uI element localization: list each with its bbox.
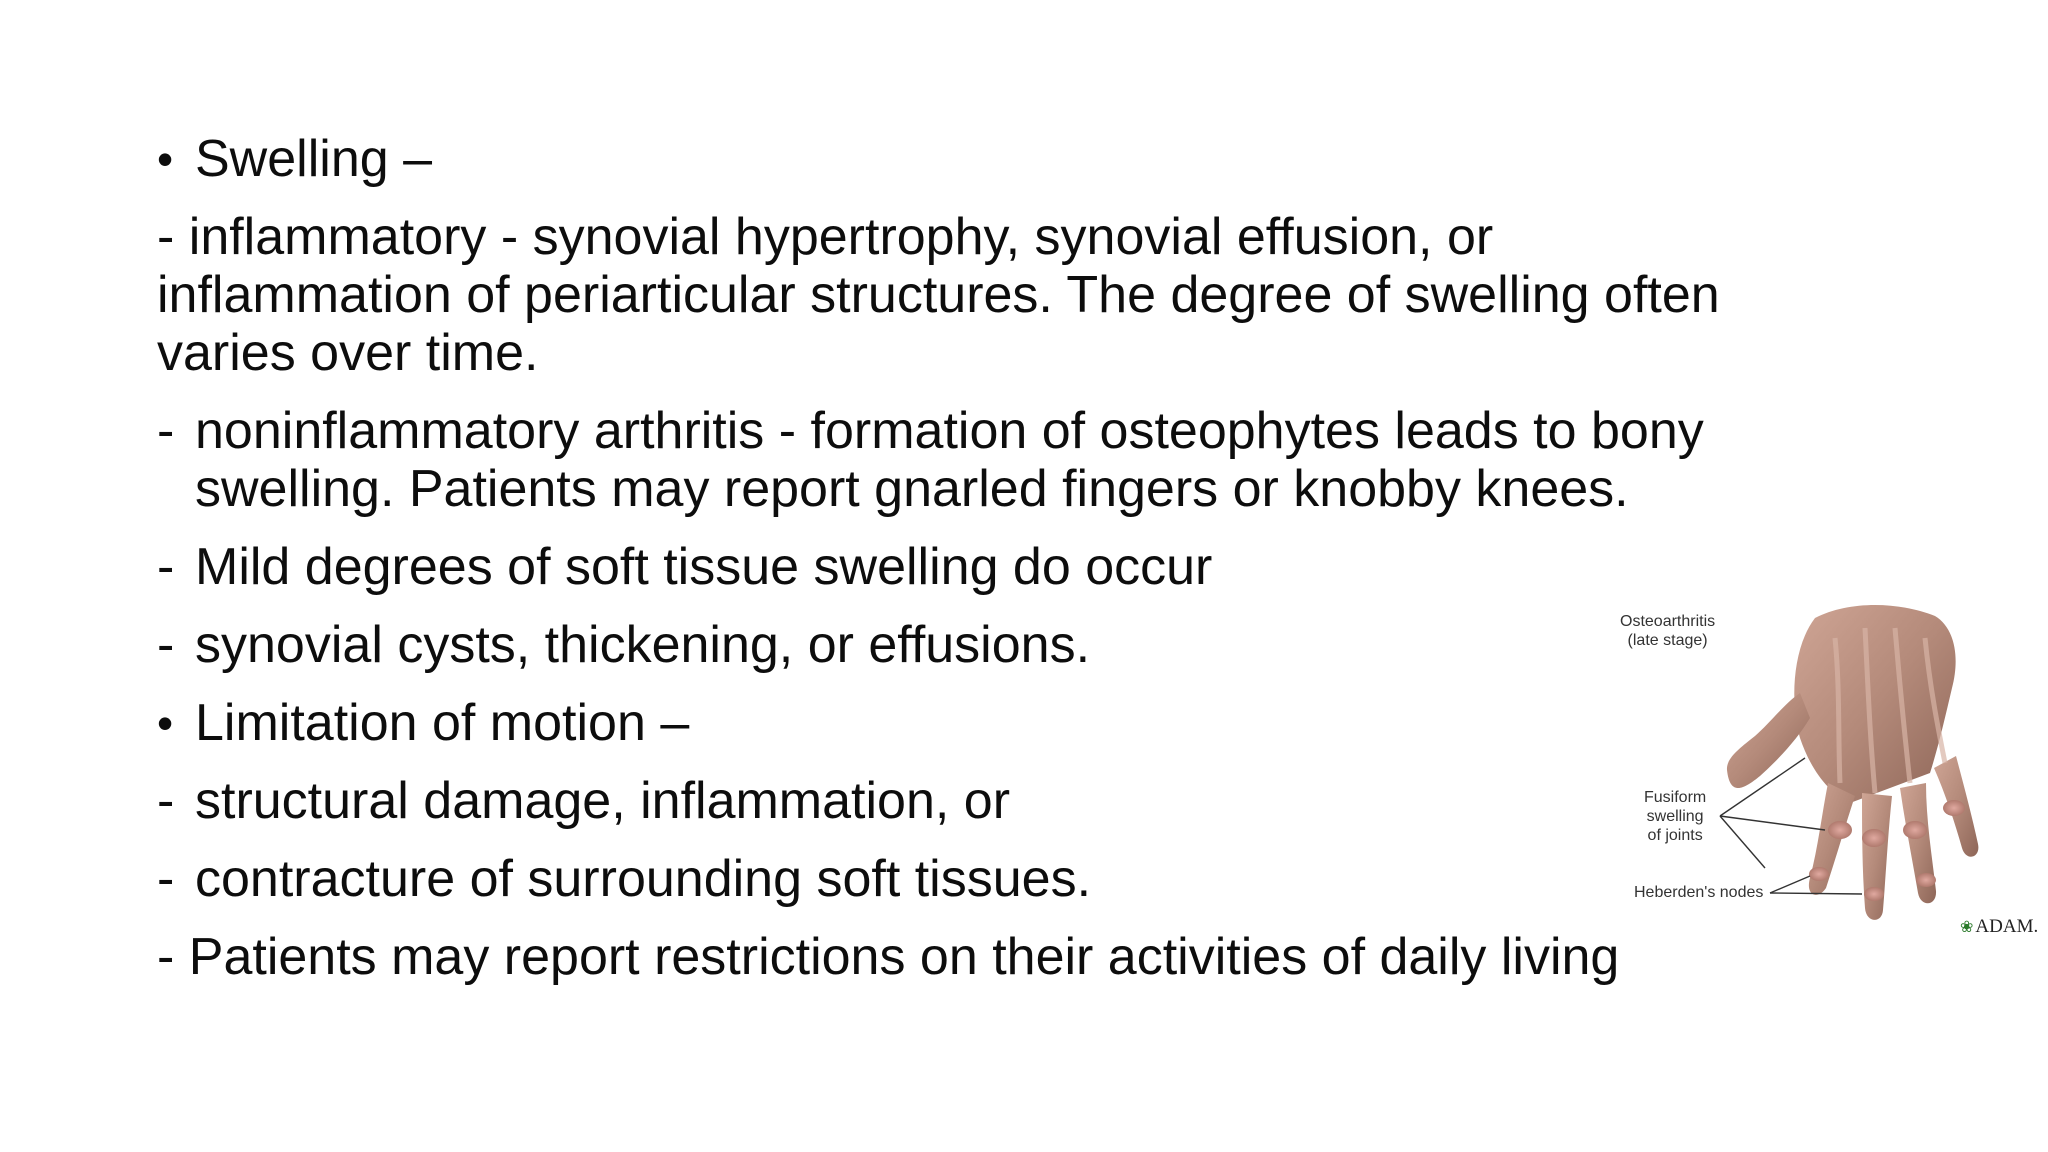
- joint-swelling: [1828, 821, 1852, 839]
- paragraph-inflammatory: [157, 208, 1857, 382]
- figure-title-line: Osteoarthritis: [1620, 613, 1716, 630]
- paragraph-line: - inflammatory - synovial hypertrophy, synovial effusion, or: [157, 208, 1494, 266]
- dash-text: swelling. Patients may report gnarled fingers or knobby knees.: [195, 460, 1629, 518]
- dash-text: structural damage, inflammation, or: [195, 772, 1011, 830]
- logo-text: ADAM.: [1975, 916, 2039, 937]
- bullet-marker: •: [157, 697, 174, 749]
- paragraph-line: inflammation of periarticular structures. The degree of swelling often: [157, 266, 1720, 324]
- dash-marker: -: [157, 772, 175, 830]
- leaf-icon: ❀: [1960, 919, 1974, 936]
- dash-marker: -: [157, 402, 175, 460]
- bullet-text: Swelling –: [195, 130, 433, 188]
- dash-marker: -: [157, 616, 175, 674]
- dash-item-noninflammatory: [157, 402, 1857, 518]
- label-fusiform-swelling: [1644, 788, 1706, 845]
- joint-swelling: [1862, 829, 1886, 847]
- heberden-node: [1809, 867, 1829, 881]
- dash-text: synovial cysts, thickening, or effusions.: [195, 616, 1091, 674]
- hand-middle-finger: [1862, 793, 1892, 920]
- joint-swelling: [1903, 821, 1927, 839]
- dash-item-mild-degrees: [157, 538, 1857, 596]
- figure-title-line: (late stage): [1627, 632, 1708, 649]
- label-line: swelling: [1646, 808, 1704, 825]
- label-line: Fusiform: [1644, 789, 1707, 806]
- joint-swelling: [1943, 800, 1965, 816]
- heberden-node: [1916, 873, 1936, 887]
- adam-logo: [1960, 916, 2038, 938]
- label-line: of joints: [1647, 827, 1703, 844]
- dash-text: noninflammatory arthritis - formation of osteophytes leads to bony: [195, 402, 1704, 460]
- dash-text: Mild degrees of soft tissue swelling do occur: [195, 538, 1213, 596]
- dash-marker: -: [157, 538, 175, 596]
- label-heberdens-nodes: Heberden's nodes: [1634, 884, 1764, 901]
- osteoarthritis-hand-figure: [1600, 598, 2045, 948]
- dash-marker: -: [157, 850, 175, 908]
- paragraph-line: varies over time.: [157, 324, 539, 382]
- heberden-node: [1864, 887, 1884, 901]
- hand-thumb: [1727, 693, 1810, 788]
- bullet-text: Limitation of motion –: [195, 694, 690, 752]
- dash-text: contracture of surrounding soft tissues.: [195, 850, 1092, 908]
- figure-title: [1620, 612, 1715, 650]
- paragraph-line: - Patients may report restrictions on their activities of daily living: [157, 928, 1620, 986]
- bullet-swelling: [157, 130, 1857, 188]
- bullet-marker: •: [157, 133, 174, 185]
